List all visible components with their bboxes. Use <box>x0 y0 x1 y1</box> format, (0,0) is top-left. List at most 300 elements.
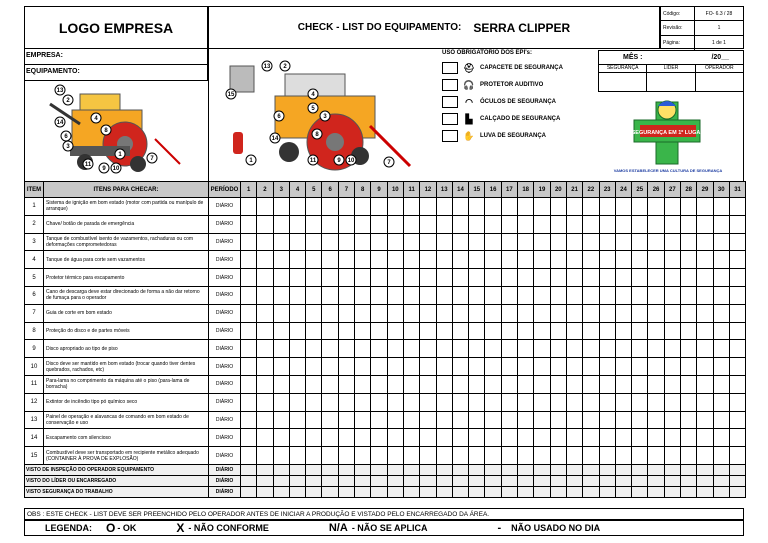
day-check-cell[interactable] <box>273 233 289 251</box>
day-check-cell[interactable] <box>306 322 322 340</box>
day-check-cell[interactable] <box>664 375 680 393</box>
day-check-cell[interactable] <box>452 486 468 497</box>
day-check-cell[interactable] <box>729 215 745 233</box>
day-check-cell[interactable] <box>615 475 631 486</box>
day-check-cell[interactable] <box>550 269 566 287</box>
day-check-cell[interactable] <box>338 358 354 376</box>
day-check-cell[interactable] <box>501 286 517 304</box>
day-check-cell[interactable] <box>289 486 305 497</box>
day-check-cell[interactable] <box>322 322 338 340</box>
day-check-cell[interactable] <box>257 322 273 340</box>
day-check-cell[interactable] <box>648 198 664 216</box>
day-check-cell[interactable] <box>518 393 534 411</box>
day-check-cell[interactable] <box>241 304 257 322</box>
month-year[interactable]: /20__ <box>711 54 729 61</box>
day-check-cell[interactable] <box>615 464 631 475</box>
day-check-cell[interactable] <box>664 215 680 233</box>
day-check-cell[interactable] <box>501 411 517 429</box>
day-check-cell[interactable] <box>241 429 257 447</box>
day-check-cell[interactable] <box>518 304 534 322</box>
day-check-cell[interactable] <box>697 215 713 233</box>
day-check-cell[interactable] <box>403 198 419 216</box>
day-check-cell[interactable] <box>583 233 599 251</box>
day-check-cell[interactable] <box>241 233 257 251</box>
day-check-cell[interactable] <box>371 233 387 251</box>
day-check-cell[interactable] <box>697 251 713 269</box>
day-check-cell[interactable] <box>729 340 745 358</box>
day-check-cell[interactable] <box>403 286 419 304</box>
day-check-cell[interactable] <box>583 475 599 486</box>
day-check-cell[interactable] <box>371 411 387 429</box>
day-check-cell[interactable] <box>599 375 615 393</box>
day-check-cell[interactable] <box>355 322 371 340</box>
day-check-cell[interactable] <box>387 322 403 340</box>
day-check-cell[interactable] <box>338 447 354 465</box>
day-check-cell[interactable] <box>371 198 387 216</box>
day-check-cell[interactable] <box>729 233 745 251</box>
day-check-cell[interactable] <box>534 322 550 340</box>
day-check-cell[interactable] <box>452 340 468 358</box>
day-check-cell[interactable] <box>322 198 338 216</box>
day-check-cell[interactable] <box>632 269 648 287</box>
day-check-cell[interactable] <box>469 286 485 304</box>
day-check-cell[interactable] <box>599 411 615 429</box>
day-check-cell[interactable] <box>518 464 534 475</box>
day-check-cell[interactable] <box>452 375 468 393</box>
day-check-cell[interactable] <box>534 358 550 376</box>
day-check-cell[interactable] <box>257 233 273 251</box>
day-check-cell[interactable] <box>632 393 648 411</box>
day-check-cell[interactable] <box>257 269 273 287</box>
day-check-cell[interactable] <box>615 447 631 465</box>
day-check-cell[interactable] <box>387 233 403 251</box>
day-check-cell[interactable] <box>534 269 550 287</box>
day-check-cell[interactable] <box>550 322 566 340</box>
equipamento-field[interactable] <box>24 65 208 81</box>
day-check-cell[interactable] <box>729 447 745 465</box>
day-check-cell[interactable] <box>257 375 273 393</box>
day-check-cell[interactable] <box>306 447 322 465</box>
day-check-cell[interactable] <box>648 411 664 429</box>
day-check-cell[interactable] <box>713 393 729 411</box>
day-check-cell[interactable] <box>729 286 745 304</box>
day-check-cell[interactable] <box>583 340 599 358</box>
day-check-cell[interactable] <box>306 304 322 322</box>
day-check-cell[interactable] <box>681 358 697 376</box>
empresa-field[interactable] <box>24 49 208 65</box>
day-check-cell[interactable] <box>648 375 664 393</box>
day-check-cell[interactable] <box>371 475 387 486</box>
day-check-cell[interactable] <box>452 447 468 465</box>
day-check-cell[interactable] <box>501 464 517 475</box>
day-check-cell[interactable] <box>632 447 648 465</box>
day-check-cell[interactable] <box>452 198 468 216</box>
day-check-cell[interactable] <box>257 429 273 447</box>
day-check-cell[interactable] <box>420 411 436 429</box>
day-check-cell[interactable] <box>550 375 566 393</box>
day-check-cell[interactable] <box>648 486 664 497</box>
day-check-cell[interactable] <box>273 340 289 358</box>
day-check-cell[interactable] <box>681 233 697 251</box>
day-check-cell[interactable] <box>273 215 289 233</box>
day-check-cell[interactable] <box>632 304 648 322</box>
day-check-cell[interactable] <box>664 286 680 304</box>
day-check-cell[interactable] <box>648 286 664 304</box>
day-check-cell[interactable] <box>713 322 729 340</box>
day-check-cell[interactable] <box>469 475 485 486</box>
day-check-cell[interactable] <box>355 251 371 269</box>
day-check-cell[interactable] <box>697 198 713 216</box>
day-check-cell[interactable] <box>371 251 387 269</box>
day-check-cell[interactable] <box>501 215 517 233</box>
day-check-cell[interactable] <box>469 198 485 216</box>
day-check-cell[interactable] <box>599 251 615 269</box>
day-check-cell[interactable] <box>681 411 697 429</box>
day-check-cell[interactable] <box>338 475 354 486</box>
day-check-cell[interactable] <box>387 464 403 475</box>
day-check-cell[interactable] <box>241 486 257 497</box>
day-check-cell[interactable] <box>485 215 501 233</box>
day-check-cell[interactable] <box>566 447 582 465</box>
day-check-cell[interactable] <box>387 475 403 486</box>
day-check-cell[interactable] <box>534 411 550 429</box>
day-check-cell[interactable] <box>469 304 485 322</box>
day-check-cell[interactable] <box>681 322 697 340</box>
day-check-cell[interactable] <box>713 269 729 287</box>
day-check-cell[interactable] <box>469 358 485 376</box>
day-check-cell[interactable] <box>615 269 631 287</box>
day-check-cell[interactable] <box>371 322 387 340</box>
day-check-cell[interactable] <box>583 286 599 304</box>
signature-cell[interactable] <box>696 73 743 92</box>
day-check-cell[interactable] <box>371 304 387 322</box>
day-check-cell[interactable] <box>713 233 729 251</box>
day-check-cell[interactable] <box>664 464 680 475</box>
day-check-cell[interactable] <box>599 233 615 251</box>
day-check-cell[interactable] <box>501 322 517 340</box>
day-check-cell[interactable] <box>697 233 713 251</box>
day-check-cell[interactable] <box>452 233 468 251</box>
day-check-cell[interactable] <box>615 486 631 497</box>
day-check-cell[interactable] <box>322 215 338 233</box>
day-check-cell[interactable] <box>355 215 371 233</box>
day-check-cell[interactable] <box>599 286 615 304</box>
day-check-cell[interactable] <box>452 322 468 340</box>
day-check-cell[interactable] <box>615 251 631 269</box>
day-check-cell[interactable] <box>583 429 599 447</box>
day-check-cell[interactable] <box>273 411 289 429</box>
day-check-cell[interactable] <box>713 464 729 475</box>
day-check-cell[interactable] <box>387 269 403 287</box>
day-check-cell[interactable] <box>452 215 468 233</box>
day-check-cell[interactable] <box>681 447 697 465</box>
day-check-cell[interactable] <box>322 304 338 322</box>
day-check-cell[interactable] <box>420 269 436 287</box>
day-check-cell[interactable] <box>436 269 452 287</box>
day-check-cell[interactable] <box>371 286 387 304</box>
day-check-cell[interactable] <box>501 304 517 322</box>
day-check-cell[interactable] <box>306 269 322 287</box>
day-check-cell[interactable] <box>681 486 697 497</box>
day-check-cell[interactable] <box>355 269 371 287</box>
day-check-cell[interactable] <box>306 486 322 497</box>
day-check-cell[interactable] <box>306 251 322 269</box>
day-check-cell[interactable] <box>322 475 338 486</box>
day-check-cell[interactable] <box>648 358 664 376</box>
day-check-cell[interactable] <box>289 375 305 393</box>
day-check-cell[interactable] <box>355 475 371 486</box>
day-check-cell[interactable] <box>306 475 322 486</box>
day-check-cell[interactable] <box>241 198 257 216</box>
day-check-cell[interactable] <box>403 375 419 393</box>
day-check-cell[interactable] <box>518 198 534 216</box>
day-check-cell[interactable] <box>648 269 664 287</box>
day-check-cell[interactable] <box>485 340 501 358</box>
day-check-cell[interactable] <box>697 464 713 475</box>
day-check-cell[interactable] <box>452 393 468 411</box>
day-check-cell[interactable] <box>518 486 534 497</box>
day-check-cell[interactable] <box>485 464 501 475</box>
day-check-cell[interactable] <box>241 411 257 429</box>
day-check-cell[interactable] <box>729 475 745 486</box>
day-check-cell[interactable] <box>403 215 419 233</box>
day-check-cell[interactable] <box>599 269 615 287</box>
day-check-cell[interactable] <box>289 233 305 251</box>
day-check-cell[interactable] <box>599 304 615 322</box>
day-check-cell[interactable] <box>501 233 517 251</box>
day-check-cell[interactable] <box>599 393 615 411</box>
day-check-cell[interactable] <box>632 215 648 233</box>
day-check-cell[interactable] <box>534 375 550 393</box>
day-check-cell[interactable] <box>257 411 273 429</box>
day-check-cell[interactable] <box>583 486 599 497</box>
day-check-cell[interactable] <box>289 475 305 486</box>
day-check-cell[interactable] <box>371 215 387 233</box>
day-check-cell[interactable] <box>599 215 615 233</box>
day-check-cell[interactable] <box>436 358 452 376</box>
day-check-cell[interactable] <box>469 464 485 475</box>
day-check-cell[interactable] <box>518 375 534 393</box>
day-check-cell[interactable] <box>289 393 305 411</box>
day-check-cell[interactable] <box>632 475 648 486</box>
signature-cell[interactable] <box>647 73 695 92</box>
day-check-cell[interactable] <box>469 486 485 497</box>
day-check-cell[interactable] <box>566 411 582 429</box>
day-check-cell[interactable] <box>387 304 403 322</box>
day-check-cell[interactable] <box>306 429 322 447</box>
day-check-cell[interactable] <box>436 340 452 358</box>
day-check-cell[interactable] <box>322 447 338 465</box>
day-check-cell[interactable] <box>436 322 452 340</box>
day-check-cell[interactable] <box>420 340 436 358</box>
day-check-cell[interactable] <box>289 322 305 340</box>
day-check-cell[interactable] <box>420 322 436 340</box>
day-check-cell[interactable] <box>599 447 615 465</box>
day-check-cell[interactable] <box>664 429 680 447</box>
day-check-cell[interactable] <box>420 286 436 304</box>
day-check-cell[interactable] <box>436 393 452 411</box>
day-check-cell[interactable] <box>518 286 534 304</box>
day-check-cell[interactable] <box>583 411 599 429</box>
day-check-cell[interactable] <box>241 251 257 269</box>
day-check-cell[interactable] <box>518 251 534 269</box>
day-check-cell[interactable] <box>550 447 566 465</box>
day-check-cell[interactable] <box>289 304 305 322</box>
day-check-cell[interactable] <box>355 358 371 376</box>
day-check-cell[interactable] <box>648 304 664 322</box>
day-check-cell[interactable] <box>289 198 305 216</box>
day-check-cell[interactable] <box>534 475 550 486</box>
day-check-cell[interactable] <box>681 269 697 287</box>
day-check-cell[interactable] <box>615 340 631 358</box>
day-check-cell[interactable] <box>306 393 322 411</box>
day-check-cell[interactable] <box>241 358 257 376</box>
day-check-cell[interactable] <box>469 322 485 340</box>
day-check-cell[interactable] <box>338 340 354 358</box>
day-check-cell[interactable] <box>566 251 582 269</box>
day-check-cell[interactable] <box>534 251 550 269</box>
day-check-cell[interactable] <box>306 286 322 304</box>
day-check-cell[interactable] <box>632 486 648 497</box>
epi-checkbox[interactable] <box>442 130 458 142</box>
day-check-cell[interactable] <box>501 358 517 376</box>
day-check-cell[interactable] <box>371 269 387 287</box>
day-check-cell[interactable] <box>485 375 501 393</box>
day-check-cell[interactable] <box>452 475 468 486</box>
day-check-cell[interactable] <box>273 358 289 376</box>
day-check-cell[interactable] <box>697 411 713 429</box>
day-check-cell[interactable] <box>436 198 452 216</box>
day-check-cell[interactable] <box>306 375 322 393</box>
day-check-cell[interactable] <box>257 447 273 465</box>
day-check-cell[interactable] <box>729 393 745 411</box>
epi-checkbox[interactable] <box>442 79 458 91</box>
day-check-cell[interactable] <box>241 447 257 465</box>
day-check-cell[interactable] <box>599 358 615 376</box>
day-check-cell[interactable] <box>583 215 599 233</box>
day-check-cell[interactable] <box>729 269 745 287</box>
day-check-cell[interactable] <box>550 475 566 486</box>
day-check-cell[interactable] <box>615 304 631 322</box>
day-check-cell[interactable] <box>485 286 501 304</box>
day-check-cell[interactable] <box>518 447 534 465</box>
day-check-cell[interactable] <box>583 393 599 411</box>
day-check-cell[interactable] <box>501 251 517 269</box>
day-check-cell[interactable] <box>648 340 664 358</box>
day-check-cell[interactable] <box>518 411 534 429</box>
day-check-cell[interactable] <box>403 251 419 269</box>
day-check-cell[interactable] <box>485 269 501 287</box>
day-check-cell[interactable] <box>420 358 436 376</box>
day-check-cell[interactable] <box>615 286 631 304</box>
day-check-cell[interactable] <box>257 215 273 233</box>
day-check-cell[interactable] <box>501 486 517 497</box>
day-check-cell[interactable] <box>387 393 403 411</box>
day-check-cell[interactable] <box>534 233 550 251</box>
day-check-cell[interactable] <box>355 198 371 216</box>
day-check-cell[interactable] <box>713 304 729 322</box>
day-check-cell[interactable] <box>355 304 371 322</box>
day-check-cell[interactable] <box>436 411 452 429</box>
day-check-cell[interactable] <box>518 215 534 233</box>
day-check-cell[interactable] <box>681 251 697 269</box>
day-check-cell[interactable] <box>697 286 713 304</box>
day-check-cell[interactable] <box>241 340 257 358</box>
day-check-cell[interactable] <box>257 393 273 411</box>
day-check-cell[interactable] <box>436 429 452 447</box>
day-check-cell[interactable] <box>241 475 257 486</box>
day-check-cell[interactable] <box>306 215 322 233</box>
day-check-cell[interactable] <box>534 340 550 358</box>
day-check-cell[interactable] <box>599 340 615 358</box>
day-check-cell[interactable] <box>452 411 468 429</box>
day-check-cell[interactable] <box>632 464 648 475</box>
day-check-cell[interactable] <box>664 358 680 376</box>
day-check-cell[interactable] <box>534 304 550 322</box>
day-check-cell[interactable] <box>485 358 501 376</box>
day-check-cell[interactable] <box>322 340 338 358</box>
day-check-cell[interactable] <box>534 286 550 304</box>
day-check-cell[interactable] <box>501 375 517 393</box>
day-check-cell[interactable] <box>550 393 566 411</box>
day-check-cell[interactable] <box>257 198 273 216</box>
day-check-cell[interactable] <box>599 486 615 497</box>
day-check-cell[interactable] <box>436 251 452 269</box>
day-check-cell[interactable] <box>387 411 403 429</box>
day-check-cell[interactable] <box>273 286 289 304</box>
day-check-cell[interactable] <box>469 411 485 429</box>
day-check-cell[interactable] <box>241 375 257 393</box>
day-check-cell[interactable] <box>713 286 729 304</box>
day-check-cell[interactable] <box>322 429 338 447</box>
day-check-cell[interactable] <box>289 411 305 429</box>
day-check-cell[interactable] <box>338 215 354 233</box>
day-check-cell[interactable] <box>420 486 436 497</box>
day-check-cell[interactable] <box>338 198 354 216</box>
day-check-cell[interactable] <box>632 375 648 393</box>
day-check-cell[interactable] <box>420 464 436 475</box>
day-check-cell[interactable] <box>338 393 354 411</box>
day-check-cell[interactable] <box>681 393 697 411</box>
day-check-cell[interactable] <box>615 322 631 340</box>
day-check-cell[interactable] <box>583 358 599 376</box>
day-check-cell[interactable] <box>403 447 419 465</box>
day-check-cell[interactable] <box>436 464 452 475</box>
day-check-cell[interactable] <box>387 286 403 304</box>
day-check-cell[interactable] <box>403 340 419 358</box>
day-check-cell[interactable] <box>338 411 354 429</box>
day-check-cell[interactable] <box>566 304 582 322</box>
day-check-cell[interactable] <box>322 393 338 411</box>
day-check-cell[interactable] <box>289 358 305 376</box>
day-check-cell[interactable] <box>697 322 713 340</box>
day-check-cell[interactable] <box>371 358 387 376</box>
day-check-cell[interactable] <box>681 198 697 216</box>
day-check-cell[interactable] <box>713 340 729 358</box>
day-check-cell[interactable] <box>273 447 289 465</box>
day-check-cell[interactable] <box>566 429 582 447</box>
day-check-cell[interactable] <box>403 322 419 340</box>
day-check-cell[interactable] <box>306 464 322 475</box>
day-check-cell[interactable] <box>566 475 582 486</box>
day-check-cell[interactable] <box>241 286 257 304</box>
day-check-cell[interactable] <box>387 251 403 269</box>
day-check-cell[interactable] <box>729 198 745 216</box>
day-check-cell[interactable] <box>615 198 631 216</box>
day-check-cell[interactable] <box>550 411 566 429</box>
day-check-cell[interactable] <box>452 251 468 269</box>
day-check-cell[interactable] <box>273 486 289 497</box>
